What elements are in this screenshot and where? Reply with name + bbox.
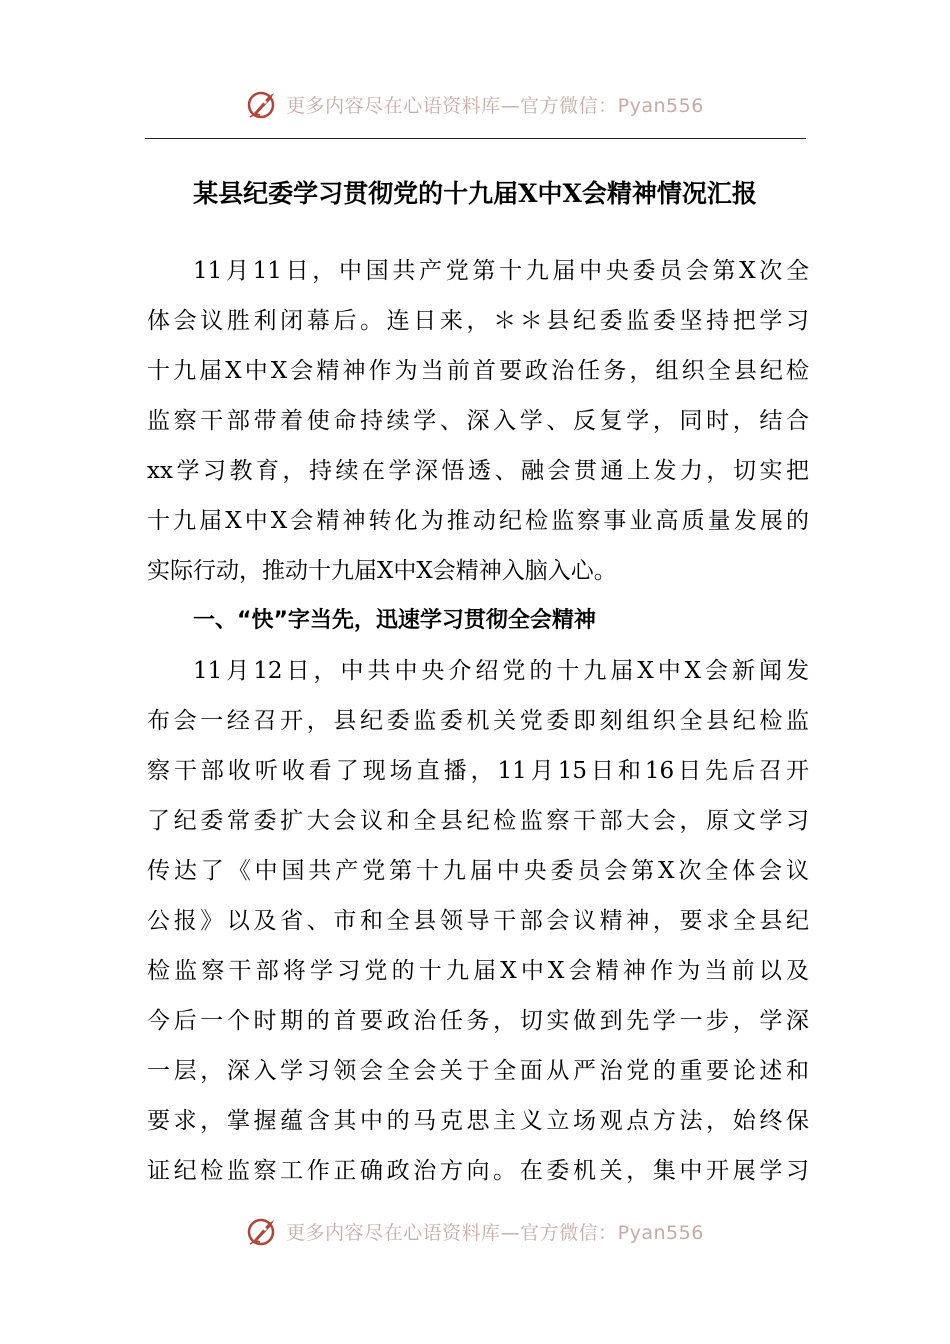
text-line: 要求，掌握蕴含其中的马克思主义立场观点方法，始终保 bbox=[147, 1108, 809, 1134]
pen-nib-logo-icon bbox=[246, 87, 280, 121]
text-line: 了纪委常委扩大会议和全县纪检监察干部大会，原文学习 bbox=[147, 808, 809, 834]
text-line: 察干部收听收看了现场直播，11月15日和16日先后召开 bbox=[147, 758, 809, 784]
footer-watermark bbox=[0, 1211, 950, 1251]
text-line: xx学习教育，持续在学深悟透、融会贯通上发力，切实把 bbox=[147, 458, 809, 484]
text-line: 传达了《中国共产党第十九届中央委员会第X次全体会议 bbox=[147, 858, 809, 884]
pen-nib-logo-icon bbox=[246, 1214, 280, 1248]
section-heading: 一、“快”字当先，迅速学习贯彻全会精神 bbox=[193, 608, 596, 633]
text-line: 实际行动，推动十九届X中X会精神入脑入心。 bbox=[147, 558, 617, 584]
text-line: 一层，深入学习领会全会关于全面从严治党的重要论述和 bbox=[147, 1058, 809, 1084]
text-line: 证纪检监察工作正确政治方向。在委机关，集中开展学习 bbox=[147, 1158, 809, 1184]
header-watermark bbox=[0, 84, 950, 124]
text-line: 十九届X中X会精神作为当前首要政治任务，组织全县纪检 bbox=[147, 358, 809, 384]
header-divider bbox=[145, 138, 806, 139]
text-line: 公报》以及省、市和全县领导干部会议精神，要求全县纪 bbox=[147, 908, 809, 934]
text-line: 十九届X中X会精神转化为推动纪检监察事业高质量发展的 bbox=[147, 508, 809, 534]
paragraph-intro bbox=[147, 246, 809, 596]
watermark-text: 更多内容尽在心语资料库—官方微信：Pyan556 bbox=[286, 94, 704, 117]
text-line: 检监察干部将学习党的十九届X中X会精神作为当前以及 bbox=[147, 958, 809, 984]
text-line: 体会议胜利闭幕后。连日来，＊＊县纪委监委坚持把学习 bbox=[147, 308, 809, 334]
text-line: 11月12日，中共中央介绍党的十九届X中X会新闻发 bbox=[193, 658, 809, 684]
text-line: 今后一个时期的首要政治任务，切实做到先学一步，学深 bbox=[147, 1008, 809, 1034]
text-line: 11月11日，中国共产党第十九届中央委员会第X次全 bbox=[193, 258, 809, 284]
text-line: 监察干部带着使命持续学、深入学、反复学，同时，结合 bbox=[147, 408, 809, 434]
document-title: 某县纪委学习贯彻党的十九届X中X会精神情况汇报 bbox=[193, 179, 757, 208]
watermark-text: 更多内容尽在心语资料库—官方微信：Pyan556 bbox=[286, 1221, 704, 1244]
paragraph-section1 bbox=[147, 646, 809, 1196]
text-line: 布会一经召开，县纪委监委机关党委即刻组织全县纪检监 bbox=[147, 708, 809, 734]
